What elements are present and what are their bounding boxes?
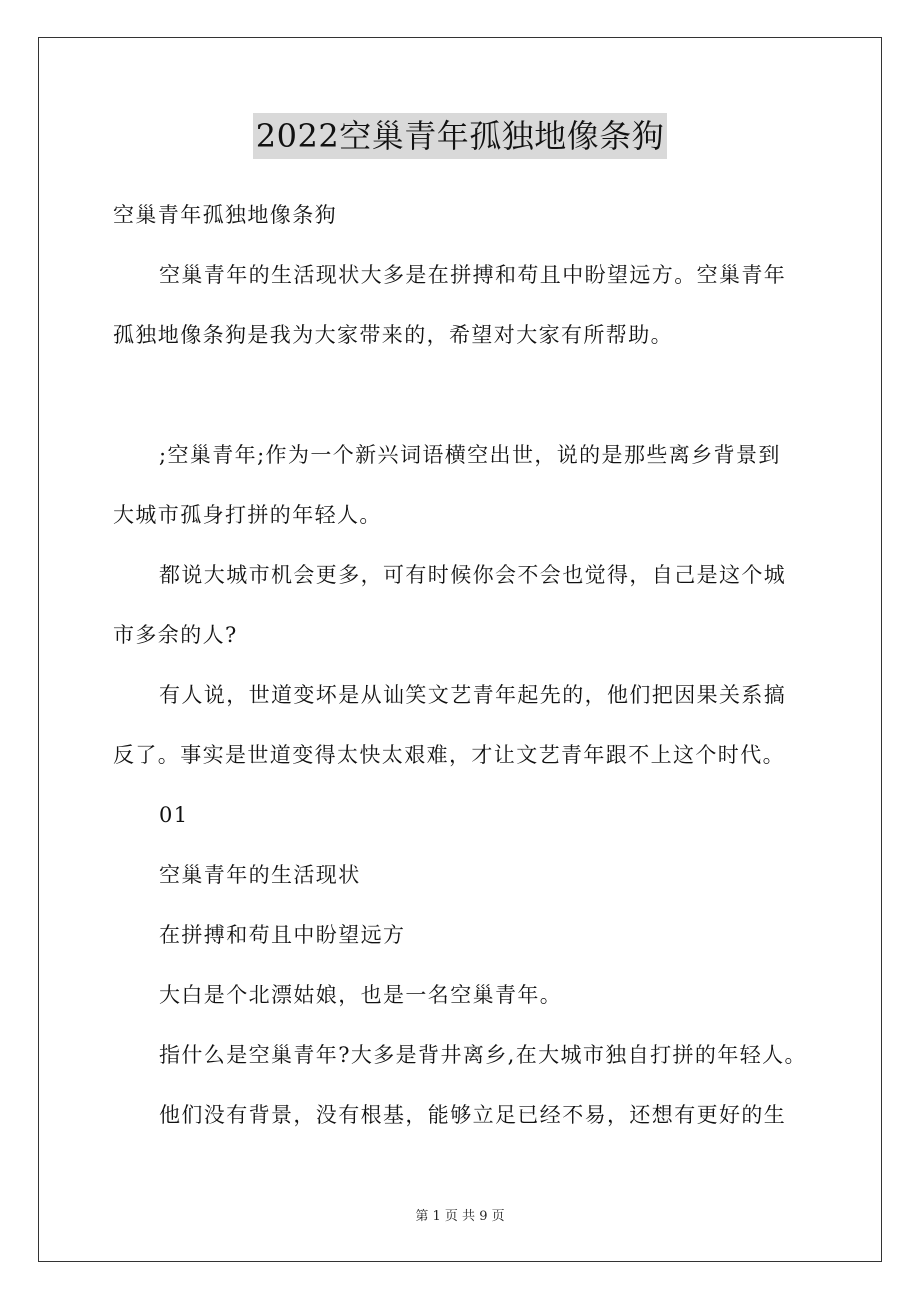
paragraph-line: 大白是个北漂姑娘，也是一名空巢青年。 [159, 983, 563, 1007]
document-title: 2022空巢青年孤独地像条狗 [253, 113, 667, 159]
paragraph-line: 都说大城市机会更多，可有时候你会不会也觉得，自己是这个城 [159, 563, 787, 587]
title-container [0, 113, 920, 159]
paragraph-line: 有人说，世道变坏是从讪笑文艺青年起先的，他们把因果关系搞 [159, 683, 787, 707]
paragraph-line: 孤独地像条狗是我为大家带来的，希望对大家有所帮助。 [113, 323, 673, 347]
page-footer [0, 1205, 920, 1224]
paragraph-line: 指什么是空巢青年?大多是背井离乡,在大城市独自打拼的年轻人。 [159, 1043, 807, 1067]
paragraph-line: 空巢青年的生活现状大多是在拼搏和苟且中盼望远方。空巢青年 [159, 263, 787, 287]
paragraph-line: ;空巢青年;作为一个新兴词语横空出世，说的是那些离乡背景到 [159, 443, 781, 467]
paragraph-line: 市多余的人? [113, 623, 238, 647]
page-number: 第 1 页 共 9 页 [415, 1209, 505, 1224]
paragraph-line: 大城市孤身打拼的年轻人。 [113, 503, 382, 527]
section-subheading: 在拼搏和苟且中盼望远方 [159, 923, 406, 947]
paragraph-line: 反了。事实是世道变得太快太艰难，才让文艺青年跟不上这个时代。 [113, 743, 785, 767]
section-number: 01 [159, 803, 189, 827]
document-body [113, 185, 813, 1145]
section-heading: 空巢青年的生活现状 [159, 863, 361, 887]
paragraph-gap [113, 365, 813, 425]
document-subtitle: 空巢青年孤独地像条狗 [113, 203, 337, 227]
paragraph-line: 他们没有背景，没有根基，能够立足已经不易，还想有更好的生 [159, 1103, 787, 1127]
